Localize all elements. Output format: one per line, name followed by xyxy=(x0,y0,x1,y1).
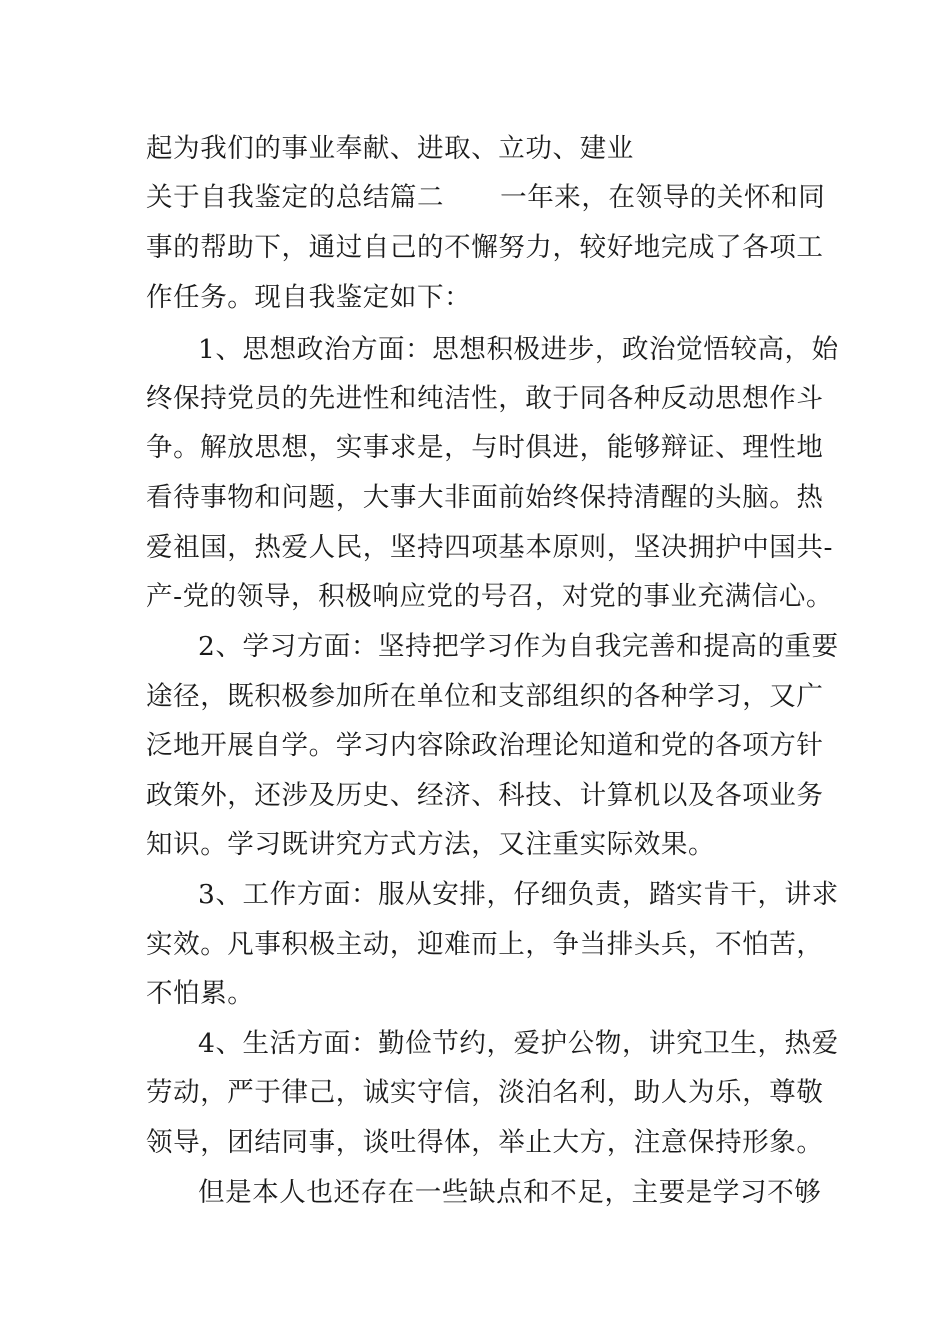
paragraph-first-line: 1、思想政治方面：思想积极进步，政治觉悟较高，始 xyxy=(198,334,839,365)
paragraph-first-line: 但是本人也还存在一些缺点和不足，主要是学习不够 xyxy=(198,1177,822,1208)
text-line: 事的帮助下，通过自己的不懈努力，较好地完成了各项工 xyxy=(146,232,824,263)
paragraph-first-line: 4、生活方面：勤俭节约，爱护公物，讲究卫生，热爱 xyxy=(198,1028,839,1059)
text-line: 实效。凡事积极主动，迎难而上，争当排头兵，不怕苦， xyxy=(146,929,824,960)
text-span: 一年来，在领导的关怀和同 xyxy=(500,182,826,213)
text-line xyxy=(146,182,826,213)
text-line: 产-党的领导，积极响应党的号召，对党的事业充满信心。 xyxy=(146,581,834,612)
section-title: 关于自我鉴定的总结篇二 xyxy=(146,182,445,213)
text-line: 起为我们的事业奉献、进取、立功、建业 xyxy=(146,133,634,164)
text-line: 政策外，还涉及历史、经济、科技、计算机以及各项业务 xyxy=(146,780,824,811)
text-line: 领导，团结同事，谈吐得体，举止大方，注意保持形象。 xyxy=(146,1127,824,1158)
text-line: 作任务。现自我鉴定如下： xyxy=(146,282,472,313)
text-line: 劳动，严于律己，诚实守信，淡泊名利，助人为乐，尊敬 xyxy=(146,1077,824,1108)
text-line: 终保持党员的先进性和纯洁性，敢于同各种反动思想作斗 xyxy=(146,383,824,414)
text-line: 争。解放思想，实事求是，与时俱进，能够辩证、理性地 xyxy=(146,432,824,463)
text-line: 不怕累。 xyxy=(146,978,255,1009)
text-line: 爱祖国，热爱人民，坚持四项基本原则，坚决拥护中国共- xyxy=(146,532,834,563)
text-line: 途径，既积极参加所在单位和支部组织的各种学习，又广 xyxy=(146,681,824,712)
text-line: 泛地开展自学。学习内容除政治理论知道和党的各项方针 xyxy=(146,730,824,761)
text-line: 看待事物和问题，大事大非面前始终保持清醒的头脑。热 xyxy=(146,482,824,513)
paragraph-first-line: 2、学习方面：坚持把学习作为自我完善和提高的重要 xyxy=(198,631,839,662)
text-line: 知识。学习既讲究方式方法，又注重实际效果。 xyxy=(146,829,716,860)
paragraph-first-line: 3、工作方面：服从安排，仔细负责，踏实肯干，讲求 xyxy=(198,879,839,910)
